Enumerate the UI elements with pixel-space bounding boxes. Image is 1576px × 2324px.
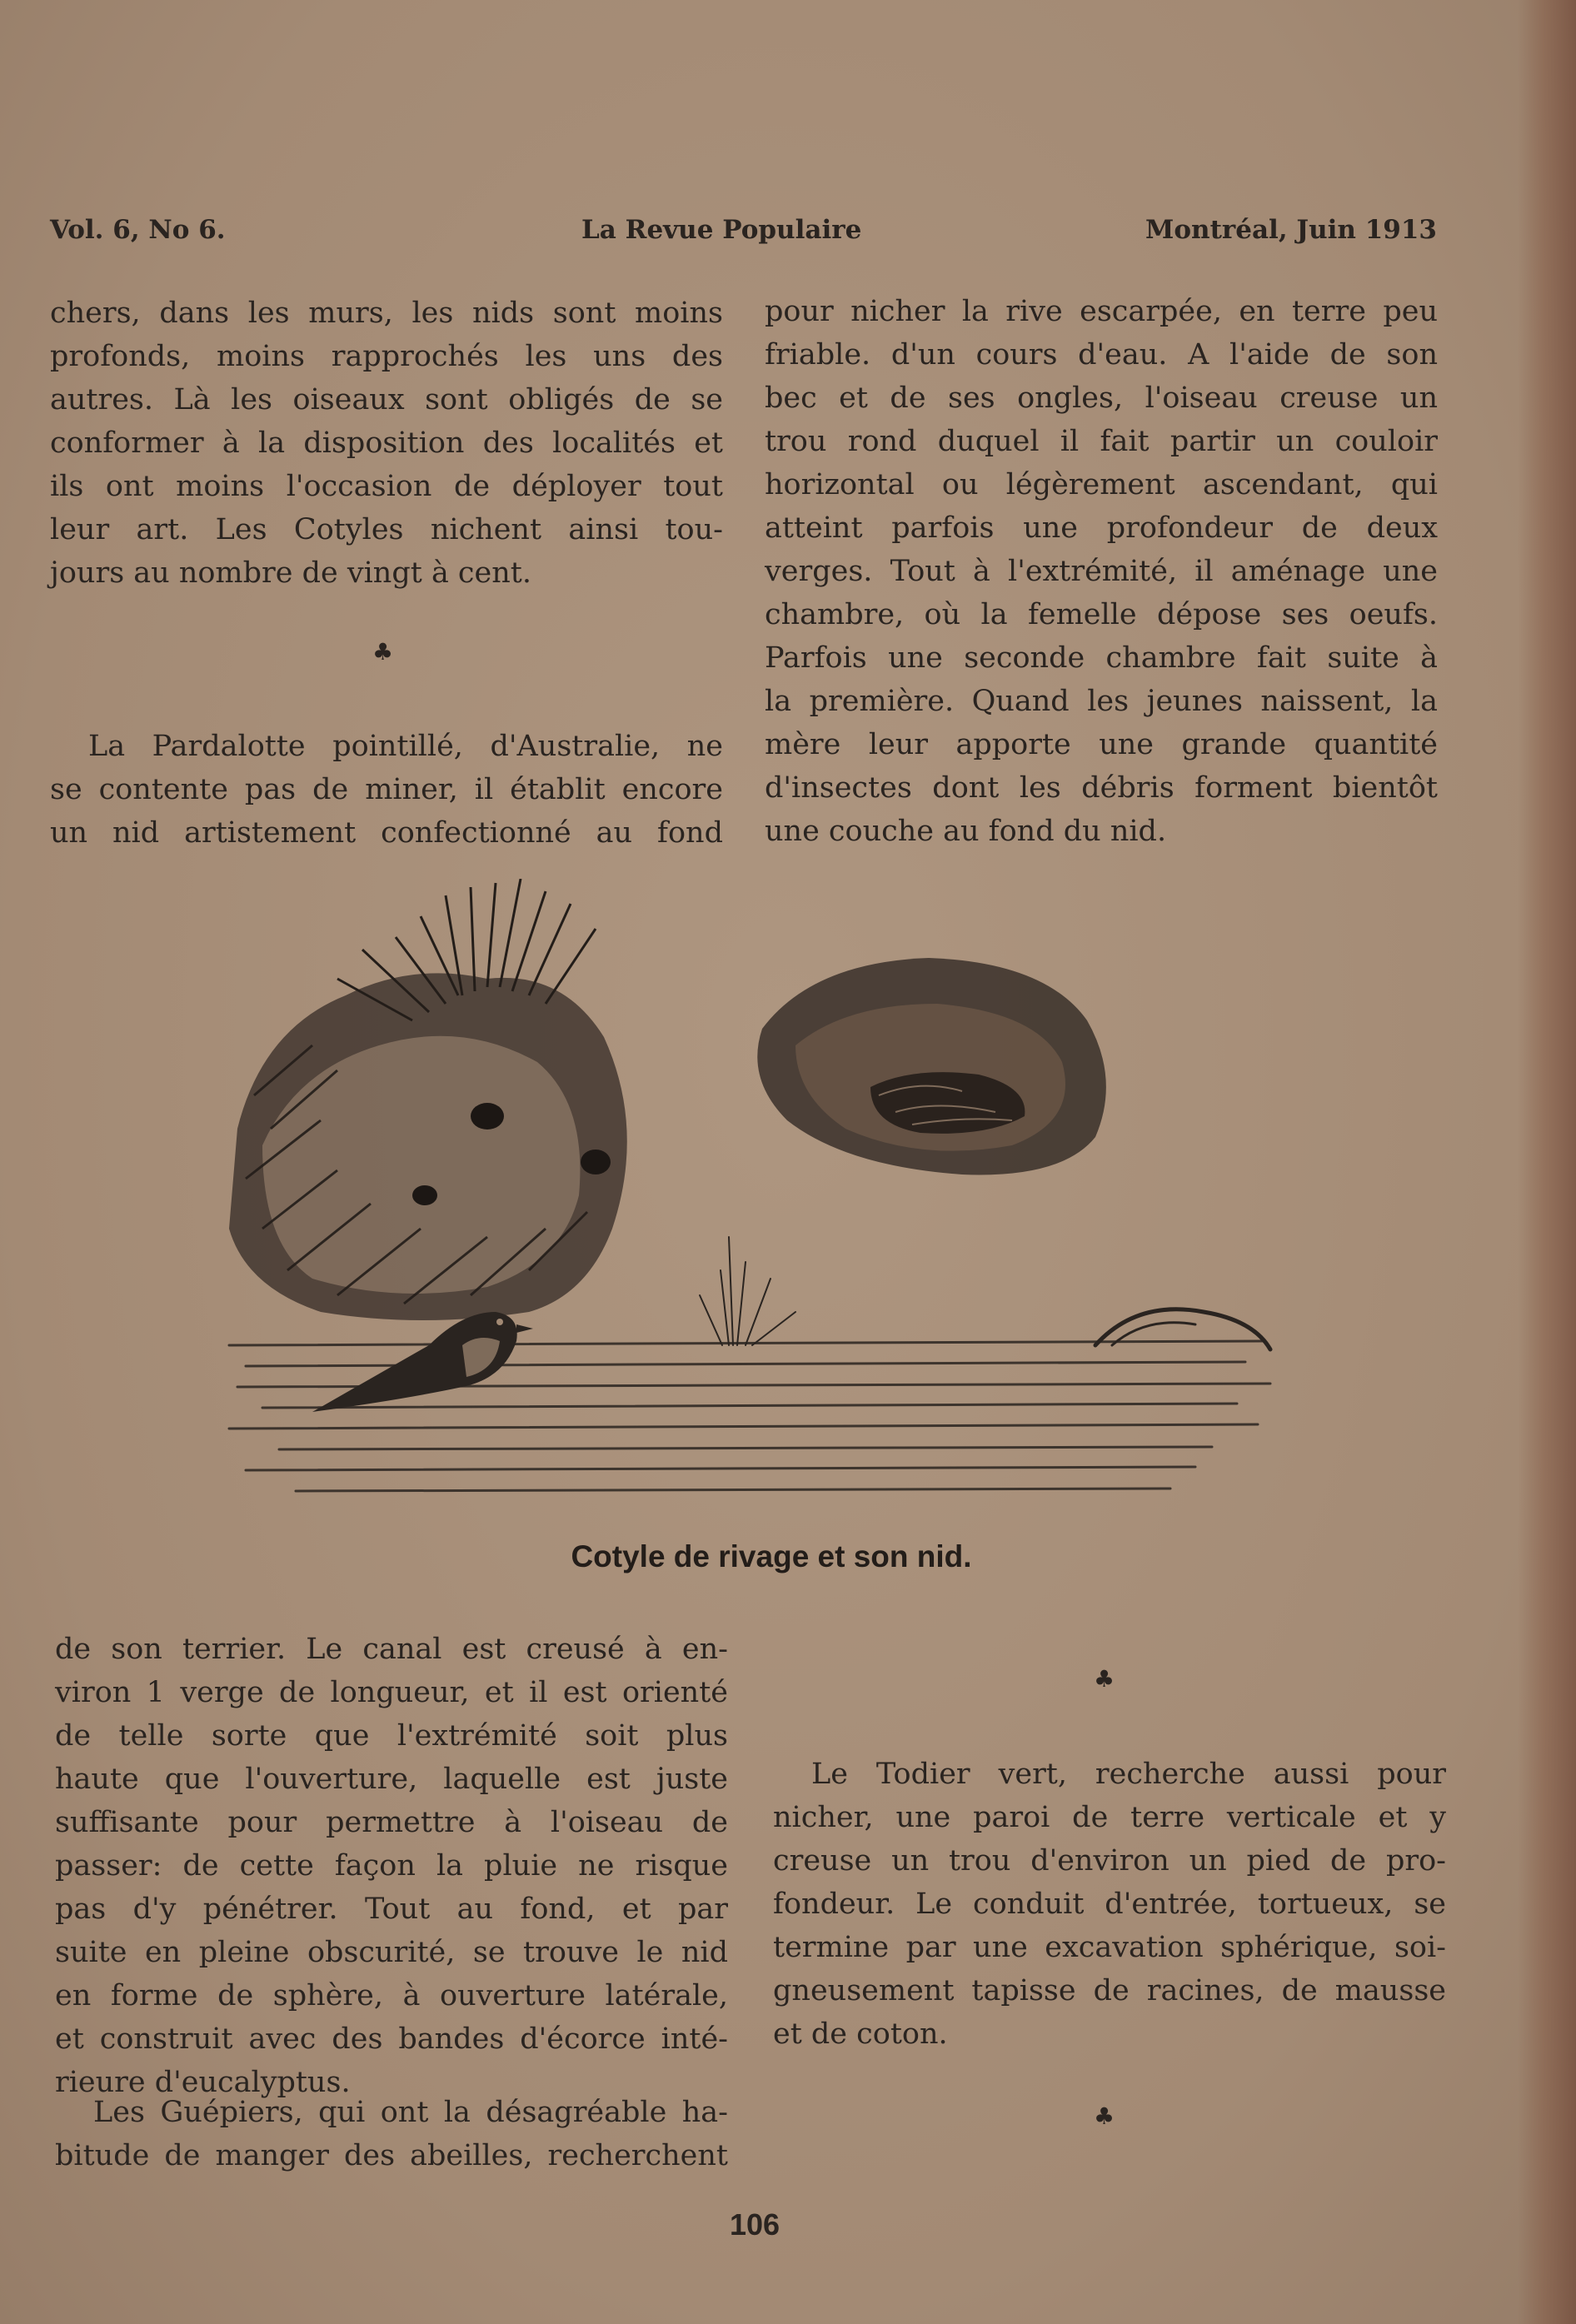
- text-line: gneusement tapisse de racines, de mausse: [773, 1974, 1446, 2007]
- text-line: autres. Là les oiseaux sont obligés de se: [50, 383, 723, 416]
- text-line: Parfois une seconde chambre fait suite à: [765, 641, 1438, 675]
- text-line: atteint parfois une profondeur de deux: [765, 511, 1438, 545]
- text-line: mère leur apporte une grande quantité: [765, 728, 1438, 761]
- text-line: un nid artistement confectionné au fond: [50, 816, 723, 850]
- text-line: se contente pas de miner, il établit encore: [50, 773, 723, 806]
- text-line: haute que l'ouverture, laquelle est juste: [55, 1763, 728, 1796]
- text-line: Les Guépiers, qui ont la désagréable ha-: [93, 2096, 728, 2129]
- text-line: d'insectes dont les débris forment bientôt: [765, 771, 1438, 805]
- page-number: 106: [729, 2207, 781, 2242]
- section-ornament: ♣: [1094, 1665, 1115, 1693]
- figure-caption: Cotyle de rivage et son nid.: [571, 1539, 972, 1573]
- text-line: fondeur. Le conduit d'entrée, tortueux, se: [773, 1888, 1446, 1921]
- text-line: en forme de sphère, à ouverture latérale,: [55, 1979, 728, 2012]
- text-line: friable. d'un cours d'eau. A l'aide de son: [765, 338, 1438, 372]
- text-line: nicher, une paroi de terre verticale et y: [773, 1801, 1446, 1834]
- text-line: pour nicher la rive escarpée, en terre peu: [765, 295, 1438, 328]
- top-right-column: [765, 290, 1438, 853]
- top-left-column: [50, 292, 723, 595]
- text-line: profonds, moins rapprochés les uns des: [50, 340, 723, 373]
- text-line: la première. Quand les jeunes naissent, la: [765, 685, 1438, 718]
- text-line: de son terrier. Le canal est creusé à en-: [55, 1633, 728, 1666]
- text-line: horizontal ou légèrement ascendant, qui: [765, 468, 1438, 501]
- text-line: verges. Tout à l'extrémité, il aménage une: [765, 555, 1438, 588]
- text-line: et de coton.: [773, 2017, 948, 2051]
- pardalotte-paragraph: [50, 725, 723, 855]
- text-line: conformer à la disposition des localités et: [50, 426, 723, 460]
- text-line: leur art. Les Cotyles nichent ainsi tou-: [50, 513, 723, 546]
- page-spine-shadow: [1518, 0, 1576, 2324]
- text-line: viron 1 verge de longueur, et il est orienté: [55, 1676, 728, 1709]
- bottom-left-column: [55, 1628, 728, 2104]
- text-line: et construit avec des bandes d'écorce inté-: [55, 2022, 728, 2056]
- text-line: une couche au fond du nid.: [765, 815, 1167, 848]
- todier-paragraph: [773, 1753, 1446, 2056]
- text-line: bec et de ses ongles, l'oiseau creuse un: [765, 382, 1438, 415]
- text-line: bitude de manger des abeilles, recherchent: [55, 2139, 728, 2172]
- text-line: passer: de cette façon la pluie ne risque: [55, 1849, 728, 1883]
- running-header: [50, 215, 1437, 257]
- text-line: suite en pleine obscurité, se trouve le nid: [55, 1936, 728, 1969]
- text-line: chambre, où la femelle dépose ses oeufs.: [765, 598, 1438, 631]
- bank-swallow-engraving: [212, 879, 1291, 1520]
- text-line: termine par une excavation sphérique, soi-: [773, 1931, 1446, 1964]
- guepiers-paragraph: [55, 2091, 728, 2177]
- journal-title: La Revue Populaire: [581, 215, 862, 245]
- issue-date: Montréal, Juin 1913: [1145, 215, 1437, 245]
- text-line: La Pardalotte pointillé, d'Australie, ne: [88, 730, 723, 763]
- text-line: ils ont moins l'occasion de déployer tout: [50, 470, 723, 503]
- text-line: creuse un trou d'environ un pied de pro-: [773, 1844, 1446, 1878]
- volume-number: Vol. 6, No 6.: [50, 215, 226, 245]
- text-line: de telle sorte que l'extrémité soit plus: [55, 1719, 728, 1753]
- text-line: suffisante pour permettre à l'oiseau de: [55, 1806, 728, 1839]
- section-ornament: ♣: [372, 638, 394, 666]
- text-line: jours au nombre de vingt à cent.: [50, 556, 531, 590]
- text-line: rieure d'eucalyptus.: [55, 2066, 351, 2099]
- text-line: chers, dans les murs, les nids sont moins: [50, 297, 723, 330]
- text-line: trou rond duquel il fait partir un couloir: [765, 425, 1438, 458]
- text-line: Le Todier vert, recherche aussi pour: [811, 1758, 1446, 1791]
- section-ornament: ♣: [1094, 2102, 1115, 2130]
- text-line: pas d'y pénétrer. Tout au fond, et par: [55, 1893, 728, 1926]
